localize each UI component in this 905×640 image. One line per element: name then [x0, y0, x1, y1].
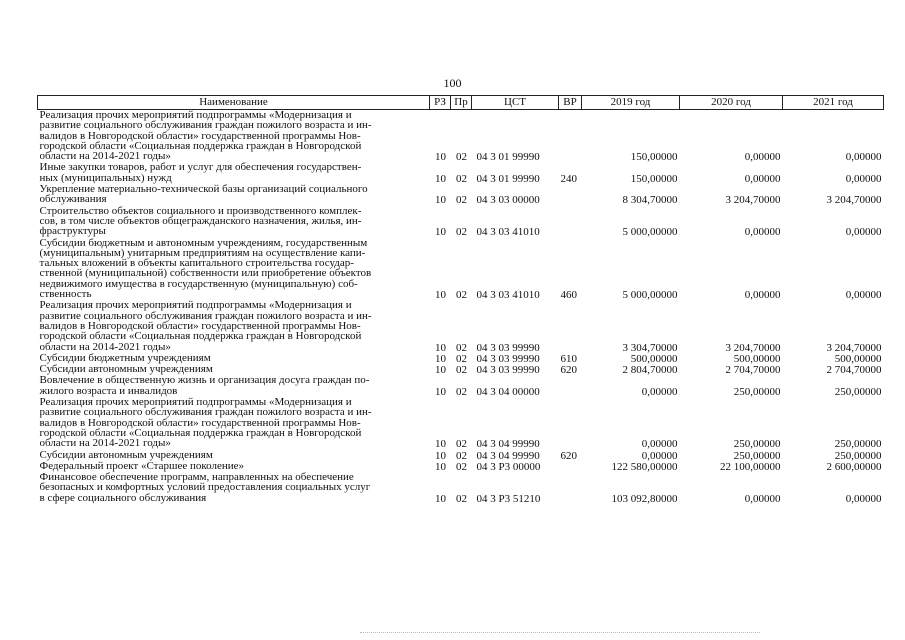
page-number: 100	[443, 76, 462, 90]
table-row	[38, 110, 884, 163]
row-pr: 02	[456, 449, 467, 462]
row-name-line: развитие социального обслуживания граждан пожилого возраста и ин-	[39, 119, 372, 132]
row-pr: 02	[456, 352, 467, 365]
row-vr	[559, 184, 582, 206]
header-vr: ВР	[559, 96, 582, 110]
row-2020: 3 204,70000	[725, 341, 781, 354]
row-2021: 0,00000	[845, 289, 882, 302]
row-2021: 0,00000	[845, 492, 882, 505]
row-name	[38, 397, 430, 449]
row-2021: 0,00000	[845, 226, 882, 239]
row-name-line: Федеральный проект «Старшее поколение»	[39, 459, 245, 472]
row-vr: 610	[560, 352, 577, 365]
row-name-line: Субсидии бюджетным учреждениям	[39, 351, 211, 364]
header-2021: 2021 год	[783, 96, 884, 110]
row-vr	[559, 375, 582, 397]
row-name	[38, 238, 430, 301]
row-pr: 02	[456, 172, 467, 185]
row-cst: 04 3 03 41010	[476, 289, 540, 302]
row-name	[38, 162, 430, 184]
row-name-line: Реализация прочих мероприятий подпрограммы «Модернизация и	[39, 299, 352, 312]
row-name-line: Вовлечение в общественную жизнь и организация досуга граждан по-	[39, 374, 370, 387]
table-body	[38, 110, 884, 504]
row-2020: 0,00000	[744, 289, 781, 302]
row-name-line: Реализация прочих мероприятий подпрограммы «Модернизация и	[39, 109, 352, 121]
scan-artifact-line	[360, 632, 760, 635]
row-2019: 0,00000	[641, 385, 678, 398]
row-pr: 02	[456, 438, 467, 451]
row-name-line: Реализация прочих мероприятий подпрограммы «Модернизация и	[39, 396, 352, 409]
row-name	[38, 472, 430, 504]
row-vr	[559, 300, 582, 352]
row-2021: 2 704,70000	[826, 364, 882, 377]
row-name-line: (муниципальным) унитарным предприятиям на осуществление капи-	[39, 246, 366, 259]
header-name: Наименование	[38, 96, 430, 110]
row-name-line: ственной (муниципальной) собственности или приобретение объектов	[39, 267, 372, 280]
row-2019: 2 804,70000	[622, 364, 678, 377]
row-name-line: недвижимого имущества в государственную (муниципальную) соб-	[39, 277, 358, 290]
row-name-line: городской области «Социальная поддержка граждан в Новгородской	[39, 139, 362, 152]
row-name-line: Укрепление материально-технической базы организаций социального	[39, 183, 368, 196]
row-2020: 2 704,70000	[725, 364, 781, 377]
table-row	[38, 300, 884, 352]
row-pr: 02	[456, 226, 467, 239]
row-2020: 0,00000	[744, 172, 781, 185]
row-cst: 04 3 04 00000	[476, 385, 540, 398]
row-pr: 02	[456, 460, 467, 473]
row-2020: 0,00000	[744, 226, 781, 239]
row-name-line: развитие социального обслуживания граждан пожилого возраста и ин-	[39, 309, 372, 322]
row-cst: 04 3 04 99990	[476, 438, 540, 451]
row-rz: 10	[435, 352, 446, 365]
header-2019: 2019 год	[582, 96, 680, 110]
row-2021: 250,00000	[834, 438, 882, 451]
row-name	[38, 300, 430, 352]
row-2019: 122 580,00000	[611, 460, 678, 473]
row-2019: 0,00000	[641, 438, 678, 451]
row-vr	[559, 472, 582, 504]
header-cst: ЦСТ	[472, 96, 559, 110]
row-name-line: развитие социального обслуживания граждан пожилого возраста и ин-	[39, 406, 372, 419]
header-pr: Пр	[451, 96, 472, 110]
row-cst: 04 3 03 99990	[476, 352, 540, 365]
table-row	[38, 375, 884, 397]
row-vr: 620	[560, 364, 577, 377]
row-name-line: валидов в Новгородской области» государственной программы Нов-	[39, 129, 361, 142]
row-rz: 10	[435, 492, 446, 505]
row-name	[38, 184, 430, 206]
row-2019: 5 000,00000	[622, 289, 678, 302]
row-rz: 10	[435, 226, 446, 239]
row-2019: 103 092,80000	[611, 492, 678, 505]
row-vr: 620	[560, 449, 577, 462]
row-name-line: области на 2014-2021 годы»	[39, 150, 171, 163]
row-name-line: Строительство объектов социального и производственного комплек-	[39, 204, 362, 217]
row-rz: 10	[435, 385, 446, 398]
budget-table	[37, 95, 884, 504]
row-name-line: жилого возраста и инвалидов	[39, 384, 178, 397]
row-2020: 0,00000	[744, 492, 781, 505]
row-2019: 150,00000	[630, 151, 678, 164]
row-vr: 460	[560, 289, 577, 302]
row-2019: 3 304,70000	[622, 341, 678, 354]
row-pr: 02	[456, 492, 467, 505]
row-vr	[559, 461, 582, 472]
row-pr: 02	[456, 151, 467, 164]
row-2021: 3 204,70000	[826, 341, 882, 354]
row-name-line: области на 2014-2021 годы»	[39, 437, 171, 450]
row-name-line: валидов в Новгородской области» государственной программы Нов-	[39, 319, 361, 332]
row-name-line: Иные закупки товаров, работ и услуг для обеспечения государствен-	[39, 161, 362, 174]
row-cst: 04 3 01 99990	[476, 151, 540, 164]
row-pr: 02	[456, 289, 467, 302]
row-cst: 04 3 P3 51210	[476, 492, 541, 505]
row-name-line: Субсидии автономным учреждениям	[39, 448, 213, 461]
row-2020: 3 204,70000	[725, 194, 781, 207]
row-pr: 02	[456, 385, 467, 398]
row-2021: 500,00000	[834, 352, 882, 365]
row-name-line: Субсидии автономным учреждениям	[39, 363, 213, 376]
row-name-line: Субсидии бюджетным и автономным учреждениям, государственным	[39, 236, 368, 249]
row-cst: 04 3 P3 00000	[476, 460, 541, 473]
row-name-line: обслуживания	[39, 193, 107, 206]
row-cst: 04 3 03 99990	[476, 341, 540, 354]
row-cst: 04 3 03 00000	[476, 194, 540, 207]
row-name-line: Финансовое обеспечение программ, направленных на обеспечение	[39, 471, 354, 484]
row-name	[38, 110, 430, 163]
row-name-line: области на 2014-2021 годы»	[39, 340, 171, 353]
header-rz: РЗ	[430, 96, 451, 110]
row-name-line: ных (муниципальных) нужд	[39, 171, 172, 184]
row-2021: 3 204,70000	[826, 194, 882, 207]
row-cst: 04 3 04 99990	[476, 449, 540, 462]
row-pr: 02	[456, 194, 467, 207]
table-row	[38, 472, 884, 504]
row-2019: 150,00000	[630, 172, 678, 185]
row-2020: 250,00000	[733, 449, 781, 462]
row-2021: 250,00000	[834, 449, 882, 462]
row-name-line: фраструктуры	[39, 225, 106, 238]
table-header-row	[38, 96, 884, 110]
row-2020: 250,00000	[733, 385, 781, 398]
row-2020: 500,00000	[733, 352, 781, 365]
table-row	[38, 238, 884, 301]
row-rz: 10	[435, 289, 446, 302]
row-2021: 2 600,00000	[826, 460, 882, 473]
row-name-line: ственность	[39, 288, 92, 301]
row-rz: 10	[435, 449, 446, 462]
row-pr: 02	[456, 364, 467, 377]
table-row	[38, 162, 884, 184]
row-2019: 500,00000	[630, 352, 678, 365]
row-2021: 250,00000	[834, 385, 882, 398]
row-rz: 10	[435, 438, 446, 451]
row-cst: 04 3 03 99990	[476, 364, 540, 377]
row-name	[38, 375, 430, 397]
row-2019: 0,00000	[641, 449, 678, 462]
row-vr	[559, 110, 582, 163]
row-name-line: в сфере социального обслуживания	[39, 491, 207, 504]
table-row	[38, 206, 884, 238]
row-name	[38, 206, 430, 238]
row-2020: 22 100,00000	[720, 460, 781, 473]
table-row	[38, 184, 884, 206]
row-2019: 5 000,00000	[622, 226, 678, 239]
row-rz: 10	[435, 364, 446, 377]
row-2020: 0,00000	[744, 151, 781, 164]
row-rz: 10	[435, 194, 446, 207]
table-row	[38, 397, 884, 449]
row-2021: 0,00000	[845, 151, 882, 164]
header-2020: 2020 год	[680, 96, 783, 110]
row-name-line: тальных вложений в объекты капитального строительства государ-	[39, 257, 354, 270]
row-2019: 8 304,70000	[622, 194, 678, 207]
row-2021: 0,00000	[845, 172, 882, 185]
row-name-line: валидов в Новгородской области» государственной программы Нов-	[39, 416, 361, 429]
row-cst: 04 3 03 41010	[476, 226, 540, 239]
row-rz: 10	[435, 460, 446, 473]
row-name-line: сов, в том числе объектов общегражданского назначения, жилья, ин-	[39, 214, 362, 227]
row-rz: 10	[435, 341, 446, 354]
row-name-line: городской области «Социальная поддержка граждан в Новгородской	[39, 426, 362, 439]
row-name-line: городской области «Социальная поддержка граждан в Новгородской	[39, 330, 362, 343]
row-vr	[559, 397, 582, 449]
row-rz: 10	[435, 172, 446, 185]
row-vr	[559, 206, 582, 238]
row-2020: 250,00000	[733, 438, 781, 451]
row-pr: 02	[456, 341, 467, 354]
row-rz: 10	[435, 151, 446, 164]
row-vr: 240	[560, 172, 577, 185]
row-name-line: безопасных и комфортных условий предоставления социальных услуг	[39, 481, 371, 494]
row-cst: 04 3 01 99990	[476, 172, 540, 185]
